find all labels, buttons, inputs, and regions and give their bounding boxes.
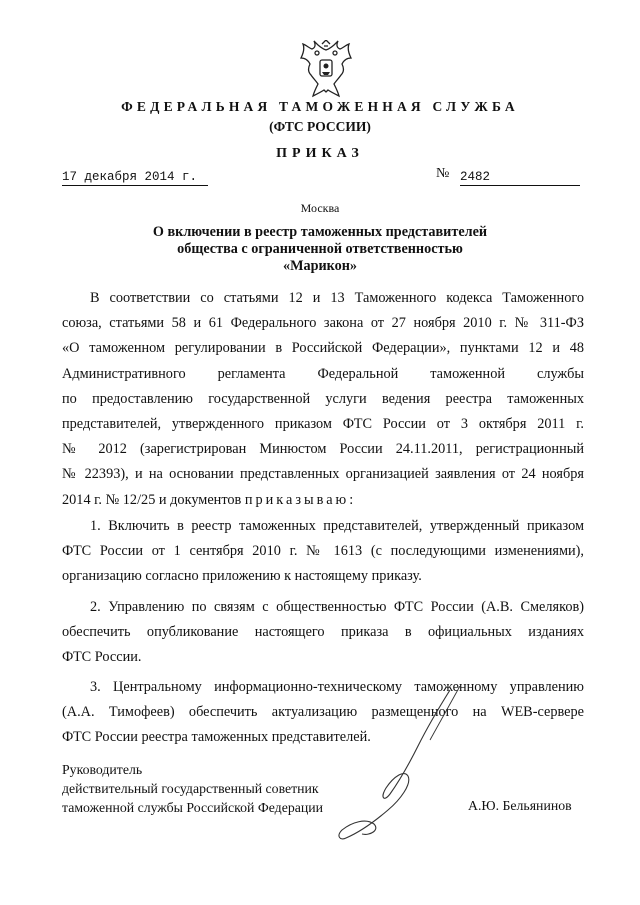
text-line: В соответствии со статьями 12 и 13 Таможенного кодекса Таможенного bbox=[90, 290, 584, 306]
text-line: 2. Управлению по связям с общественностью ФТС России (А.В. Смеляков) bbox=[90, 599, 584, 615]
city: Москва bbox=[300, 201, 340, 215]
text-line bbox=[62, 488, 584, 513]
document-date: 17 декабря 2014 г. bbox=[62, 170, 208, 186]
text-line: 3. Центральному информационно-техническому таможенному управлению bbox=[90, 679, 584, 695]
paragraph-preamble bbox=[62, 286, 584, 513]
text-fragment: 2014 г. № 12/25 и документов bbox=[62, 491, 242, 508]
document-number: 2482 bbox=[460, 170, 580, 186]
signatory-title bbox=[62, 760, 323, 817]
paragraph-item-2 bbox=[62, 595, 584, 671]
paragraph-item-1 bbox=[62, 514, 584, 590]
document-type: ПРИКАЗ bbox=[276, 146, 364, 161]
text-line: ФТС России. bbox=[62, 649, 142, 666]
text-line: организацию согласно приложению к настоящему приказу. bbox=[62, 568, 422, 585]
organization-short-name: (ФТС РОССИИ) bbox=[269, 119, 371, 134]
text-line: 1. Включить в реестр таможенных представителей, утвержденный приказом bbox=[90, 518, 584, 534]
signatory-rank: действительный государственный советник bbox=[62, 781, 319, 796]
signatory-rank: таможенной службы Российской Федерации bbox=[62, 800, 323, 815]
text-line: Административного регламента Федеральной таможенной службы bbox=[62, 365, 584, 382]
document-title bbox=[0, 224, 640, 275]
text-line: (А.А. Тимофеев) обеспечить актуализацию размещенного на WEB-сервере bbox=[62, 704, 584, 721]
number-label: № bbox=[436, 166, 450, 181]
title-line: «Марикон» bbox=[283, 258, 357, 274]
handwritten-signature-icon bbox=[300, 686, 470, 846]
title-line: общества с ограниченной ответственностью bbox=[177, 241, 463, 257]
text-line: «О таможенном регулировании в Российской Федерации», пунктами 12 и 48 bbox=[62, 340, 584, 357]
text-line: союза, статьями 58 и 61 Федерального закона от 27 ноября 2010 г. № 311-ФЗ bbox=[62, 315, 584, 332]
title-line: О включении в реестр таможенных представителей bbox=[152, 224, 488, 240]
text-line: ФТС России реестра таможенных представителей. bbox=[62, 729, 371, 746]
text-line: № 22393), и на основании представленных организацией заявления от 24 ноября bbox=[62, 466, 584, 483]
text-line: ФТС России от 1 сентября 2010 г. № 1613 (с последующими изменениями), bbox=[62, 543, 584, 560]
organization-name: ФЕДЕРАЛЬНАЯ ТАМОЖЕННАЯ СЛУЖБА bbox=[121, 99, 519, 114]
order-keyword: приказываю: bbox=[244, 491, 357, 508]
signatory-role: Руководитель bbox=[62, 762, 143, 777]
text-line: по предоставлению государственной услуги ведения реестра таможенных bbox=[62, 390, 584, 407]
text-line: обеспечить опубликование настоящего приказа в официальных изданиях bbox=[62, 624, 584, 641]
coat-of-arms-icon bbox=[300, 40, 352, 100]
signatory-name: А.Ю. Бельянинов bbox=[468, 798, 572, 813]
text-line: № 2012 (зарегистрирован Минюстом России 24.11.2011, регистрационный bbox=[62, 441, 584, 458]
text-line: представителей, утвержденного приказом ФТС России от 3 октября 2011 г. bbox=[62, 415, 584, 432]
